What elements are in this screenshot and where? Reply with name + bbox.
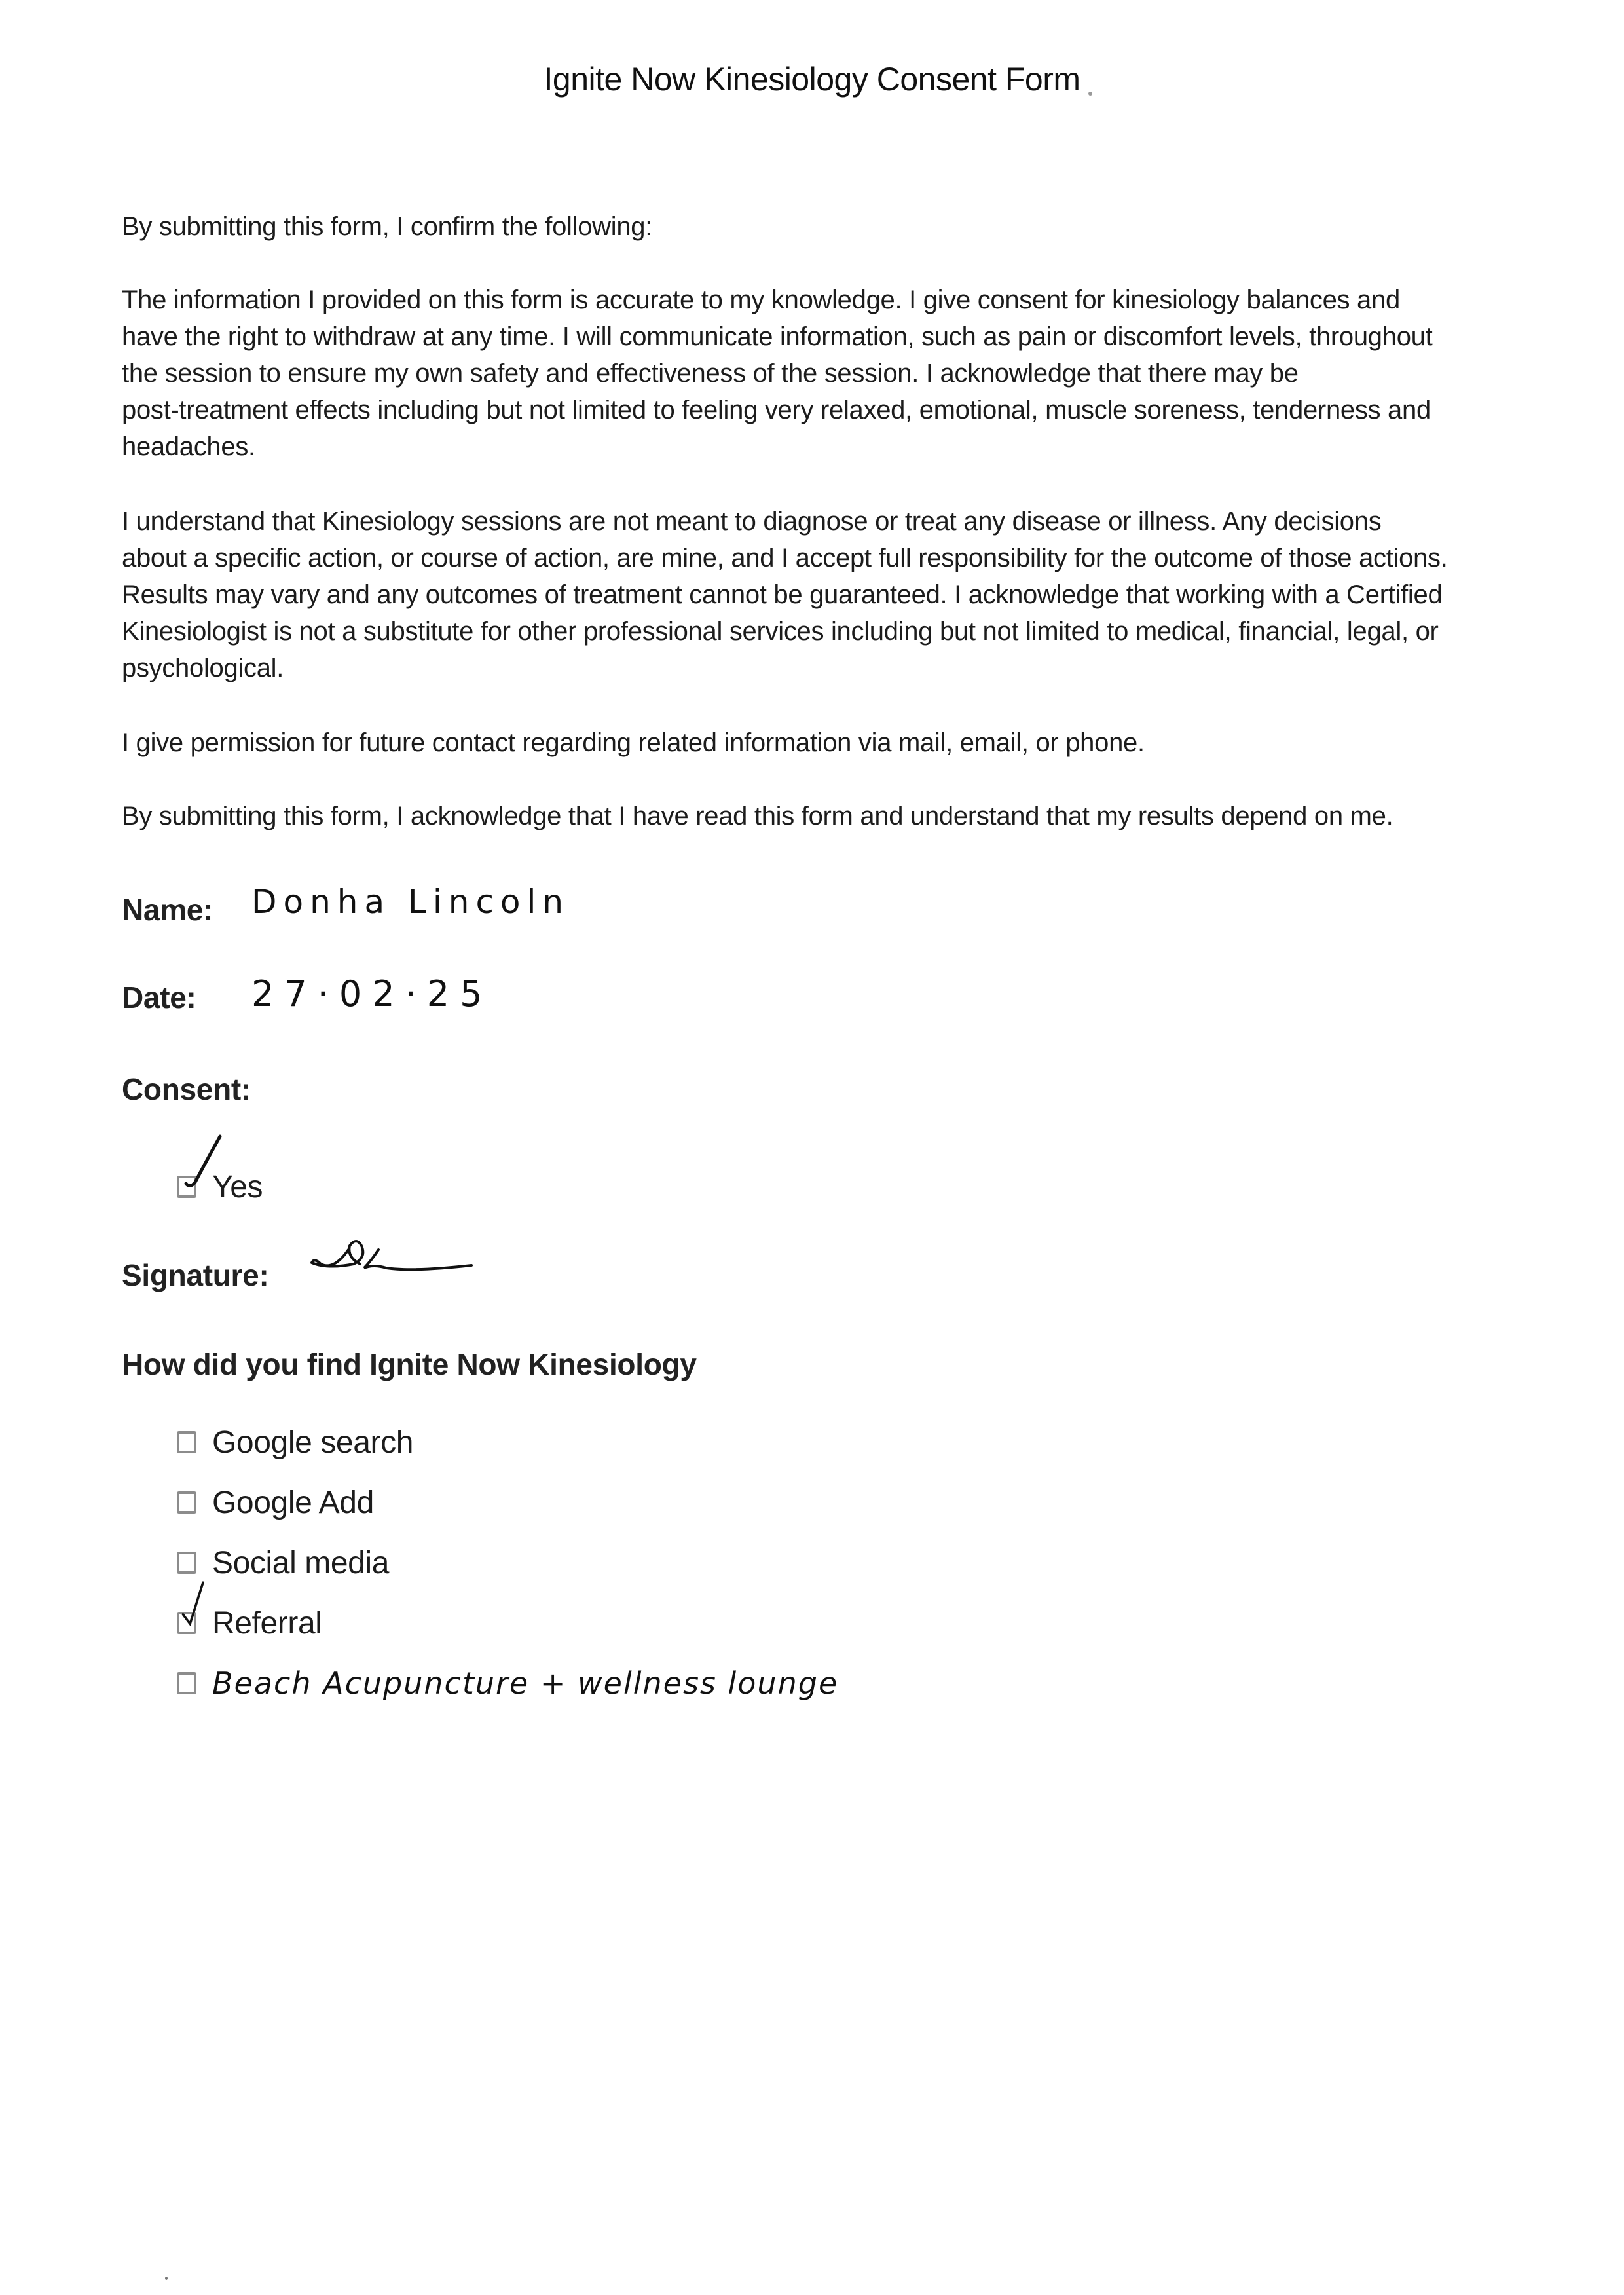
paragraph-contact-permission [122, 724, 1562, 761]
referral-checkbox[interactable] [177, 1612, 196, 1634]
paragraph-line: psychological. [122, 654, 284, 682]
referral-option-other-handwritten[interactable] [177, 1664, 838, 1703]
consent-yes-option[interactable] [177, 1167, 263, 1206]
handwritten-option-label[interactable]: Beach Acupuncture + wellness lounge [212, 1666, 839, 1701]
paragraph-understanding [122, 503, 1562, 686]
option-label: Social media [212, 1545, 390, 1580]
signature-label: Signature: [122, 1258, 269, 1292]
paragraph-line: about a specific action, or course of action, are mine, and I accept full responsibility for the outcome of those actions. [122, 544, 1448, 572]
scan-speck [1088, 92, 1092, 96]
referral-option-google-search[interactable] [177, 1423, 413, 1462]
referral-option-google-add[interactable] [177, 1483, 374, 1522]
paragraph-line: have the right to withdraw at any time. I will communicate information, such as pain or discomfort levels, throughout [122, 322, 1433, 351]
other-checkbox[interactable] [177, 1672, 196, 1694]
option-label: Google Add [212, 1485, 374, 1520]
paragraph-line: headaches. [122, 432, 255, 461]
scan-speck [165, 2277, 168, 2280]
referral-question-label: How did you find Ignite Now Kinesiology [122, 1347, 697, 1381]
consent-yes-checkbox[interactable] [177, 1176, 196, 1198]
consent-label: Consent: [122, 1072, 251, 1106]
referral-option-referral[interactable] [177, 1603, 322, 1643]
checkmark-icon [177, 1132, 229, 1198]
date-value[interactable]: 27·02·25 [251, 973, 493, 1015]
paragraph-line: The information I provided on this form is accurate to my knowledge. I give consent for kinesiology balances and [122, 286, 1400, 314]
google-search-checkbox[interactable] [177, 1431, 196, 1453]
checkmark-icon [177, 1578, 229, 1637]
social-media-checkbox[interactable] [177, 1552, 196, 1574]
option-label: Google search [212, 1425, 413, 1460]
name-label: Name: [122, 893, 213, 927]
paragraph-line: Kinesiologist is not a substitute for other professional services including but not limited to medical, financial, legal, or [122, 617, 1439, 646]
paragraph-acknowledgement [122, 798, 1562, 834]
paragraph-accuracy-consent [122, 282, 1562, 465]
paragraph-line: post-treatment effects including but not limited to feeling very relaxed, emotional, muscle soreness, tenderness and [122, 396, 1431, 424]
form-title: Ignite Now Kinesiology Consent Form [544, 61, 1080, 98]
intro-text: By submitting this form, I confirm the following: [122, 212, 653, 241]
signature-drawing[interactable] [308, 1238, 485, 1290]
paragraph-line: the session to ensure my own safety and effectiveness of the session. I acknowledge that there may be [122, 359, 1299, 388]
referral-option-social-media[interactable] [177, 1543, 389, 1582]
option-label: Referral [212, 1605, 322, 1641]
date-label: Date: [122, 980, 196, 1015]
paragraph-line: I give permission for future contact regarding related information via mail, email, or phone. [122, 728, 1145, 757]
consent-yes-label: Yes [212, 1169, 263, 1204]
paragraph-line: Results may vary and any outcomes of treatment cannot be guaranteed. I acknowledge that working with a Certified [122, 580, 1443, 609]
paragraph-line: By submitting this form, I acknowledge that I have read this form and understand that my results depend on me. [122, 802, 1393, 830]
name-value[interactable]: Donha Lincoln [251, 883, 570, 921]
paragraph-line: I understand that Kinesiology sessions are not meant to diagnose or treat any disease or illness. Any decisions [122, 507, 1382, 536]
google-add-checkbox[interactable] [177, 1491, 196, 1514]
